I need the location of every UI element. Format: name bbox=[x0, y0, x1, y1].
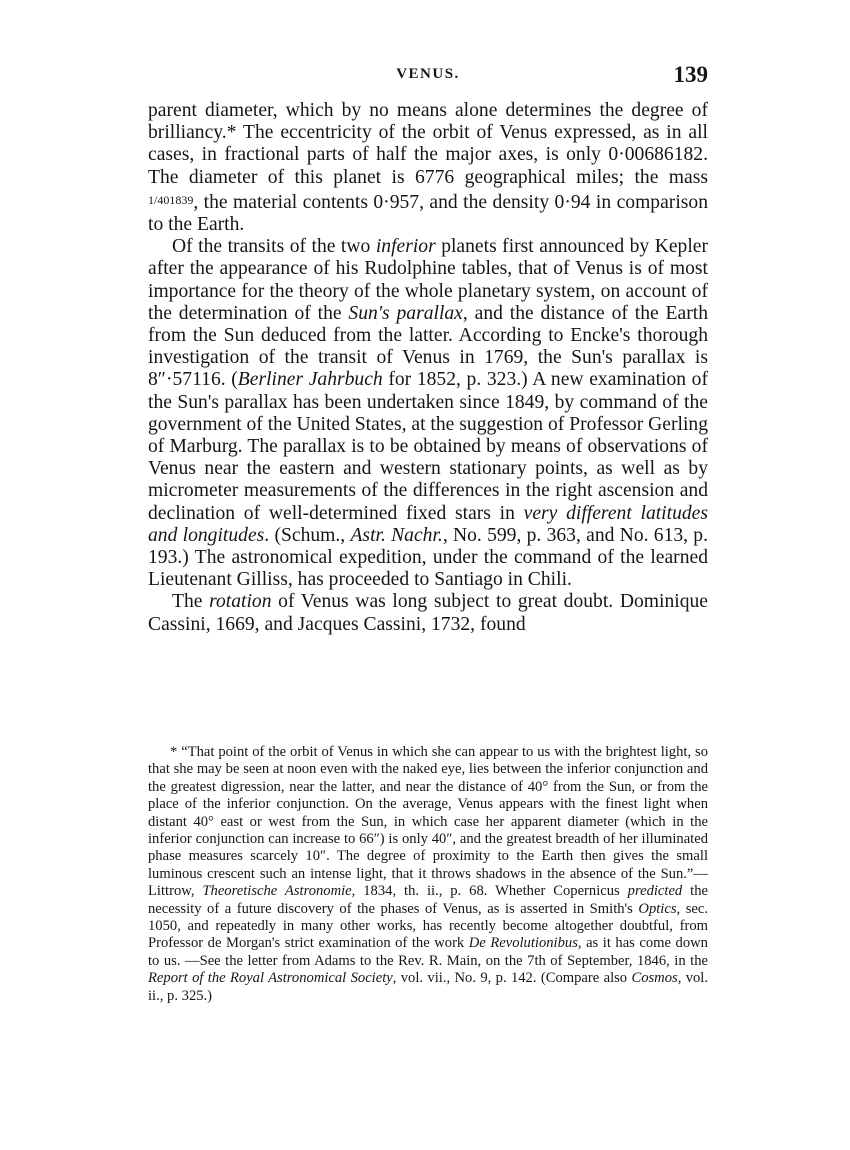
page-header bbox=[148, 62, 708, 92]
mass-fraction: 1/401839 bbox=[148, 192, 194, 207]
main-text bbox=[148, 100, 708, 636]
paragraph-transits: Of the transits of the two inferior planets first announced by Kepler after the appearance of his Rudolphine tables, that of Venus is of most importance for the theory of the whole planetary system, on account of the determination of the Sun's parallax, and the distance of the Earth from the Sun deduced from the latter. According to Encke's thorough investigation of the transit of Venus in 1769, the Sun's parallax is 8″·57116. (Berliner Jahrbuch for 1852, p. 323.) A new examination of the Sun's parallax has been undertaken since 1849, by command of the government of the United States, at the suggestion of Professor Gerling of Marburg. The parallax is to be obtained by means of observations of Venus near the eastern and western stationary points, as well as by micrometer measurements of the differences in the right ascension and declination of well-determined fixed stars in very different latitudes and longitudes. (Schum., Astr. Nachr., No. 599, p. 363, and No. 613, p. 193.) The astronomical expedition, under the command of the learned Lieutenant Gilliss, has proceeded to Santiago in Chili. bbox=[148, 236, 709, 591]
footnote bbox=[148, 744, 708, 1005]
paragraph-rotation: The rotation of Venus was long subject to great doubt. Dominique Cassini, 1669, and Jacques Cassini, 1732, found bbox=[148, 591, 708, 635]
page-number: 139 bbox=[673, 62, 708, 87]
footnote-marker: * bbox=[226, 122, 237, 144]
running-title: VENUS. bbox=[396, 66, 460, 82]
footnote-text: * “That point of the orbit of Venus in which she can appear to us with the brightest light, so that she may be seen at noon even with the naked eye, lies between the inferior conjunction and the greatest digression, near the latter, and near the distance of 40° from the Sun, or from the place of the inferior conjunction. On the average, Venus appears with the finest light when distant 40° east or west from the Sun, in which case her apparent diameter (which in the inferior conjunction can increase to 66″) is only 40″, and the greatest breadth of her illuminated phase measures scarcely 10″. The degree of proximity to the Earth then gives the small luminous crescent such an intense light, that it throws shadows in the absence of the Sun.”—Littrow, Theoretische Astronomie, 1834, th. ii., p. 68. Whether Copernicus predicted the necessity of a future discovery of the phases of Venus, as is asserted in Smith's Optics, sec. 1050, and repeatedly in many other works, has recently become altogether doubtful, from Professor de Morgan's strict examination of the work De Revolutionibus, as it has come down to us. —See the letter from Adams to the Rev. R. Main, on the 7th of September, 1846, in the Report of the Royal Astronomical Society, vol. vii., No. 9, p. 142. (Compare also Cosmos, vol. ii., p. 325.) bbox=[148, 744, 709, 1004]
paragraph-brilliancy: parent diameter, which by no means alone determines the degree of brilliancy.* The eccentricity of the orbit of Venus expressed, as in all cases, in fractional parts of half the major axes, is only 0·00686182. The diameter of this planet is 6776 geographical miles; the mass $^{1/401839}$, the material contents 0·957, and the density 0·94 in comparison to the Earth. bbox=[148, 100, 708, 236]
